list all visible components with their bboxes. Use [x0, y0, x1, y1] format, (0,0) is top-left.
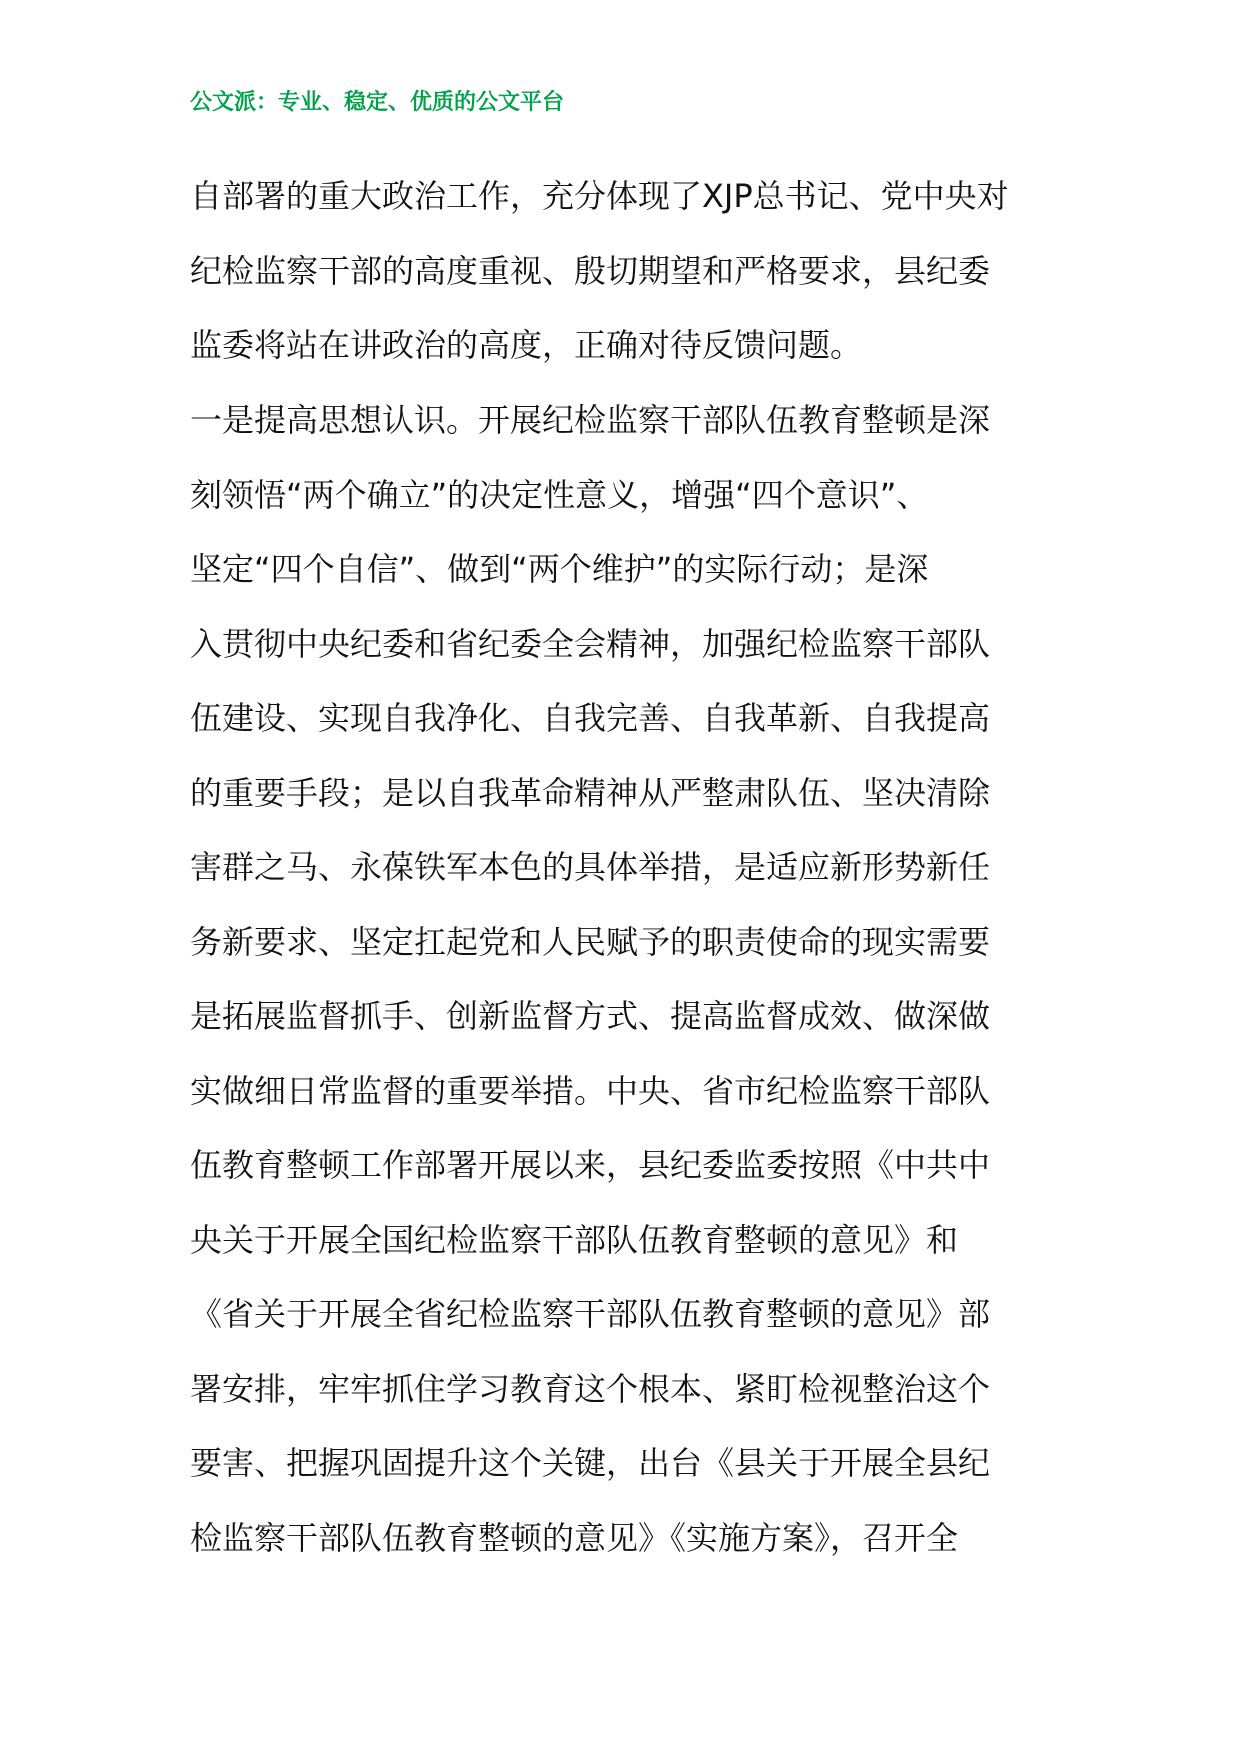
text-line: 监委将站在讲政治的高度，正确对待反馈问题。 [190, 326, 863, 364]
text-line: 害群之马、永葆铁军本色的具体举措，是适应新形势新任 [190, 848, 991, 886]
text-line: 刻领悟“两个确立”的决定性意义，增强“四个意识”、 [190, 475, 929, 514]
text-line: 自部署的重大政治工作，充分体现了XJP总书记、党中央对 [190, 177, 1009, 215]
text-line: 要害、把握巩固提升这个关键，出台《县关于开展全县纪 [190, 1444, 991, 1482]
text-line: 坚定“四个自信”、做到“两个维护”的实际行动；是深 [190, 550, 929, 588]
text-line: 纪检监察干部的高度重视、殷切期望和严格要求，县纪委 [190, 251, 991, 290]
text-line: 检监察干部队伍教育整顿的意见》《实施方案》，召开全 [190, 1518, 959, 1557]
paragraph-1 [190, 159, 1058, 383]
text-line: 是拓展监督抓手、创新监督方式、提高监督成效、做深做 [190, 997, 991, 1035]
text-line: 《省关于开展全省纪检监察干部队伍教育整顿的意见》部 [190, 1295, 991, 1333]
header-slogan: 公文派：专业、稳定、优质的公文平台 [190, 90, 565, 115]
text-line: 务新要求、坚定扛起党和人民赋予的职责使命的现实需要 [190, 922, 991, 961]
text-line: 伍教育整顿工作部署开展以来，县纪委监委按照《中共中 [190, 1146, 991, 1184]
text-line: 央关于开展全国纪检监察干部队伍教育整顿的意见》和 [190, 1220, 959, 1259]
text-line: 一是提高思想认识。开展纪检监察干部队伍教育整顿是深 [190, 401, 991, 439]
text-line: 入贯彻中央纪委和省纪委全会精神，加强纪检监察干部队 [190, 624, 991, 663]
paragraph-2 [190, 383, 1058, 1575]
text-line: 实做细日常监督的重要举措。中央、省市纪检监察干部队 [190, 1071, 991, 1110]
text-line: 署安排，牢牢抓住学习教育这个根本、紧盯检视整治这个 [190, 1369, 991, 1408]
text-line: 伍建设、实现自我净化、自我完善、自我革新、自我提高 [190, 699, 991, 737]
text-line: 的重要手段；是以自我革命精神从严整肃队伍、坚决清除 [190, 773, 991, 812]
